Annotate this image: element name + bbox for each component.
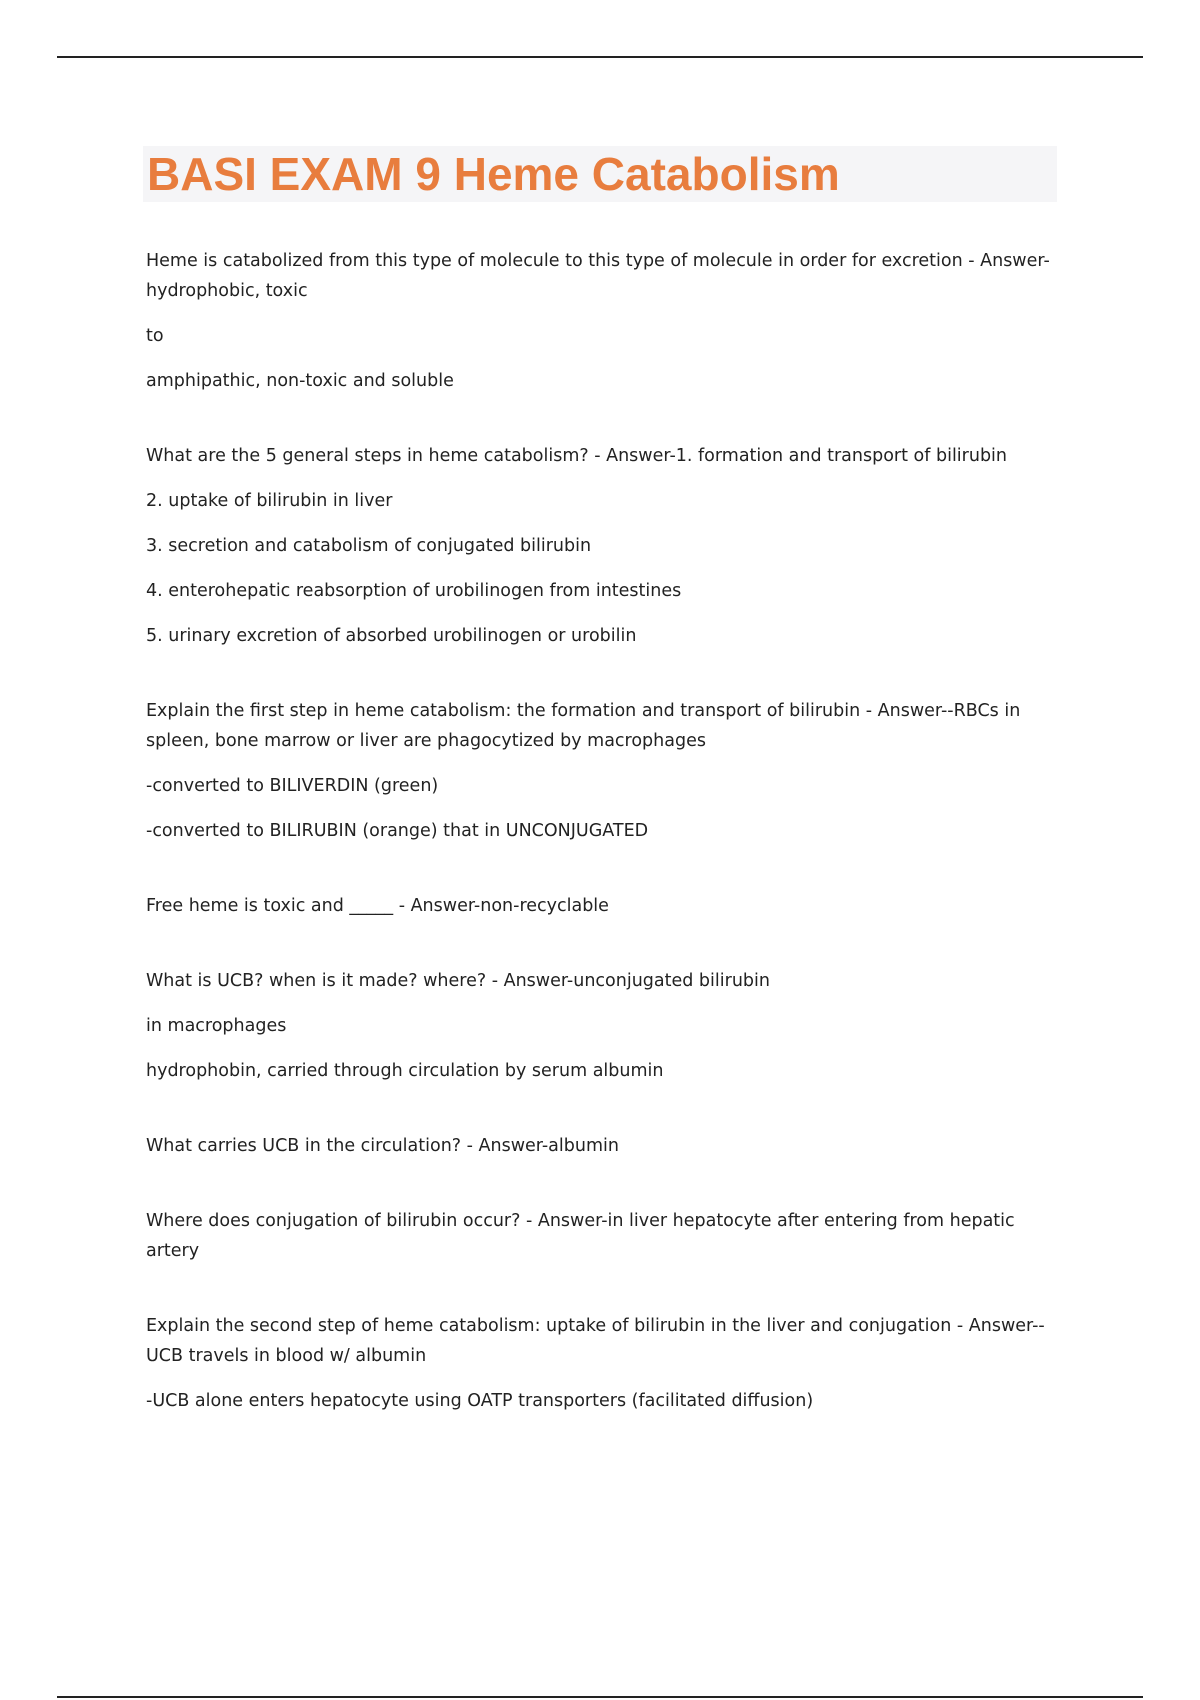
qa-line: -converted to BILIVERDIN (green): [146, 776, 439, 796]
qa-line: in macrophages: [146, 1016, 287, 1036]
bottom-divider: [57, 1696, 1143, 1698]
qa-line: to: [146, 326, 164, 346]
qa-item: [146, 1206, 1056, 1266]
qa-item: [146, 891, 1056, 921]
qa-item: [146, 246, 1056, 396]
qa-line: 2. uptake of bilirubin in liver: [146, 491, 393, 511]
qa-item: [146, 966, 1056, 1086]
qa-line: amphipathic, non-toxic and soluble: [146, 371, 454, 391]
qa-line: Explain the first step in heme catabolism: the formation and transport of bilirubin - Answer--RBCs in spleen, bone marrow or liver are phagocytized by macrophages: [146, 701, 1021, 751]
qa-line: -converted to BILIRUBIN (orange) that in UNCONJUGATED: [146, 821, 649, 841]
qa-line: Where does conjugation of bilirubin occur? - Answer-in liver hepatocyte after entering from hepatic artery: [146, 1211, 1015, 1261]
qa-line: 5. urinary excretion of absorbed urobilinogen or urobilin: [146, 626, 637, 646]
qa-item: [146, 1311, 1056, 1416]
qa-line: 3. secretion and catabolism of conjugated bilirubin: [146, 536, 592, 556]
qa-item: [146, 696, 1056, 846]
qa-item: [146, 1131, 1056, 1161]
qa-line: 4. enterohepatic reabsorption of urobilinogen from intestines: [146, 581, 682, 601]
qa-line: -UCB alone enters hepatocyte using OATP transporters (facilitated diffusion): [146, 1391, 814, 1411]
qa-line: Heme is catabolized from this type of molecule to this type of molecule in order for excretion - Answer-hydrophobic, toxic: [146, 251, 1050, 301]
qa-line: What are the 5 general steps in heme catabolism? - Answer-1. formation and transport of bilirubin: [146, 446, 1008, 466]
qa-line: What is UCB? when is it made? where? - Answer-unconjugated bilirubin: [146, 971, 770, 991]
qa-line: hydrophobin, carried through circulation by serum albumin: [146, 1061, 664, 1081]
qa-line: Explain the second step of heme catabolism: uptake of bilirubin in the liver and conjugation - Answer--UCB travels in blood w/ albumin: [146, 1316, 1045, 1366]
qa-line: Free heme is toxic and _____ - Answer-non-recyclable: [146, 896, 609, 916]
document-body: [146, 246, 1056, 1461]
qa-line: What carries UCB in the circulation? - Answer-albumin: [146, 1136, 619, 1156]
qa-item: [146, 441, 1056, 651]
page-title: BASI EXAM 9 Heme Catabolism: [147, 148, 840, 200]
top-divider: [57, 56, 1143, 58]
